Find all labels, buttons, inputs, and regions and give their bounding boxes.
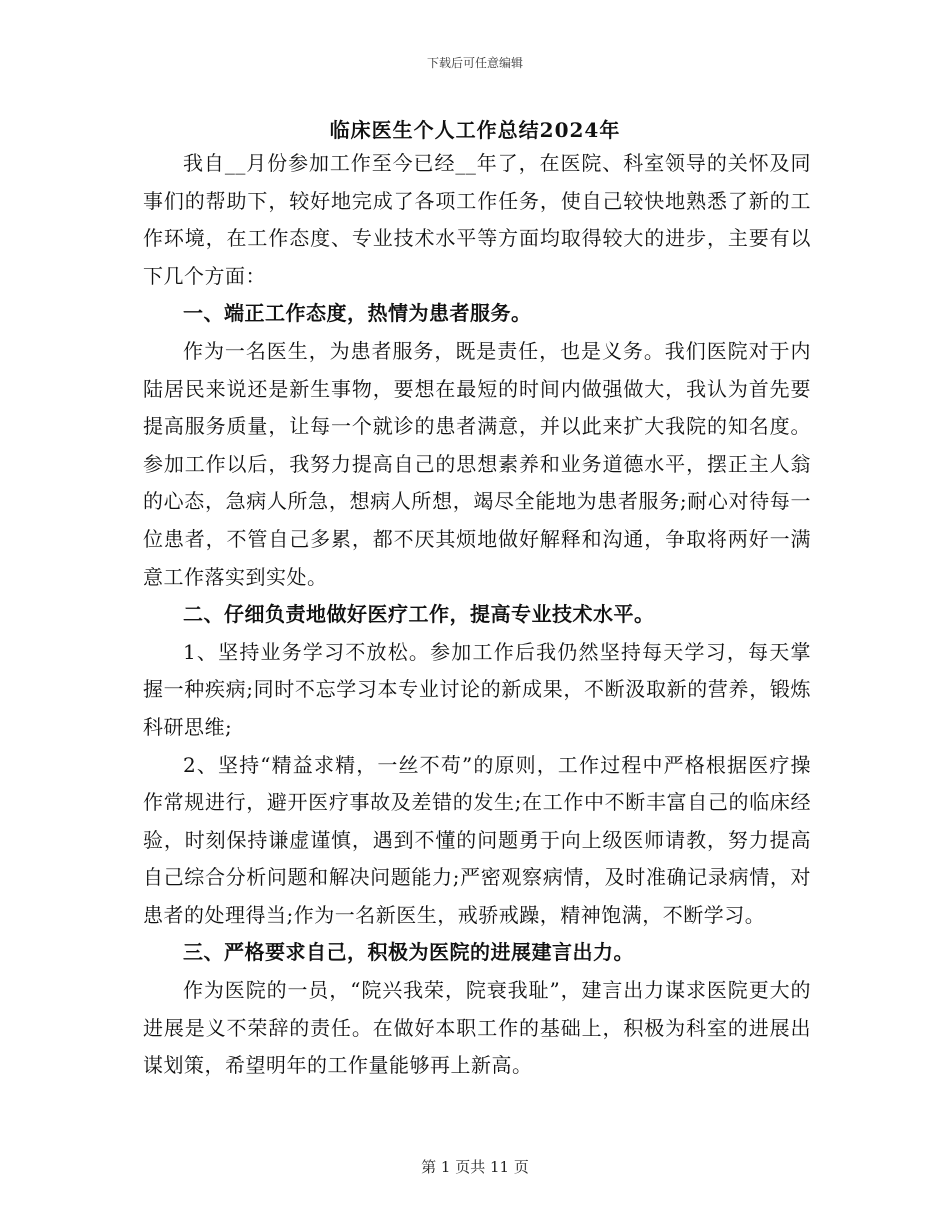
header-note: 下载后可任意编辑	[426, 56, 523, 70]
document-title: 临床医生个人工作总结2024年	[329, 118, 621, 142]
page-number: 第 1 页共 11 页	[421, 1158, 529, 1176]
section-heading-2: 二、仔细负责地做好医疗工作，提高专业技术水平。	[183, 602, 655, 627]
document-body	[143, 145, 811, 1085]
section-2-item-2: 2、坚持“精益求精，一丝不苟”的原则，工作过程中严格根据医疗操作常规进行，避开医疗事故及差错的发生;在工作中不断丰富自己的临床经验，时刻保持谦虚谨慎，遇到不懂的问题勇于向上级医师请教，努力提高自己综合分析问题和解决问题能力;严密观察病情，及时准确记录病情，对患者的处理得当;作为一名新医生，戒骄戒躁，精神饱满，不断学习。	[143, 752, 811, 927]
section-2-item-1: 1、坚持业务学习不放松。参加工作后我仍然坚持每天学习，每天掌握一种疾病;同时不忘学习本专业讨论的新成果，不断汲取新的营养，锻炼科研思维;	[143, 639, 811, 739]
section-heading-3: 三、严格要求自己，积极为医院的进展建言出力。	[183, 940, 634, 965]
intro-paragraph: 我自__月份参加工作至今已经__年了，在医院、科室领导的关怀及同事们的帮助下，较好地完成了各项工作任务，使自己较快地熟悉了新的工作环境，在工作态度、专业技术水平等方面均取得较大的进步，主要有以下几个方面：	[143, 151, 811, 288]
section-3-paragraph: 作为医院的一员，“院兴我荣，院衰我耻”，建言出力谋求医院更大的进展是义不荣辞的责任。在做好本职工作的基础上，积极为科室的进展出谋划策，希望明年的工作量能够再上新高。	[143, 978, 811, 1078]
section-1-paragraph: 作为一名医生，为患者服务，既是责任，也是义务。我们医院对于内陆居民来说还是新生事物，要想在最短的时间内做强做大，我认为首先要提高服务质量，让每一个就诊的患者满意，并以此来扩大我院的知名度。参加工作以后，我努力提高自己的思想素养和业务道德水平，摆正主人翁的心态，急病人所急，想病人所想，竭尽全能地为患者服务;耐心对待每一位患者，不管自己多累，都不厌其烦地做好解释和沟通，争取将两好一满意工作落实到实处。	[143, 338, 811, 589]
section-heading-1: 一、端正工作态度，热情为患者服务。	[183, 301, 532, 326]
